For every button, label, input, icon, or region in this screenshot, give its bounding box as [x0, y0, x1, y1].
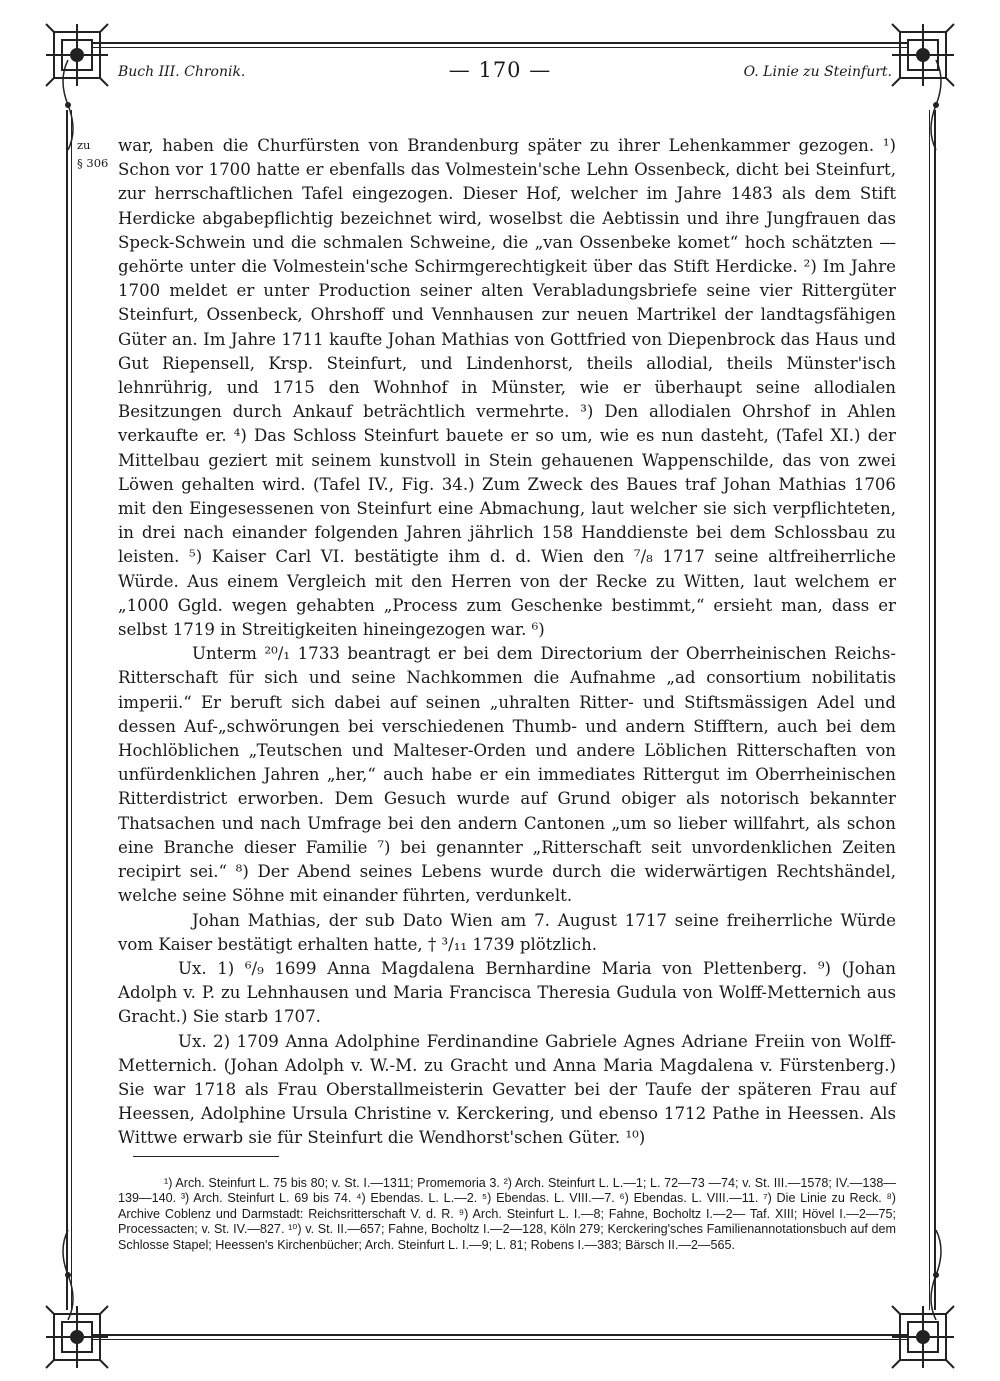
- frame-border-right-inner: [929, 110, 930, 1310]
- frame-border-top: [92, 42, 908, 44]
- frame-border-bottom: [92, 1334, 908, 1336]
- frame-border-bottom-inner: [92, 1339, 908, 1340]
- frame-border-left: [66, 110, 68, 1310]
- running-header-right: O. Linie zu Steinfurt.: [743, 64, 892, 80]
- frame-border-right: [934, 110, 936, 1310]
- footnotes: ¹) Arch. Steinfurt L. 75 bis 80; v. St. I.—1311; Promemoria 3. ²) Arch. Steinfurt L. L.—1; L. 72—73 —74; v. St. III.—1578; IV.—138—139—140. ³) Arch. Steinfurt L. 69 bis 74. ⁴) Ebendas. L. L.—2. ⁵) Ebendas. L. VIII.—7. ⁶) Ebendas. L. VIII.—11. ⁷) Die Linie zu Reck. ⁸) Archive Coblenz und Darmstadt: Reichsritterschaft V. d. R. ⁹) Arch. Steinfurt L. I.—8; Fahne, Bocholtz I.—2— Taf. XIII; Hövel I.—2—75; Processacten; v. St. IV.—827. ¹⁰) v. St. II.—657; Fahne, Bocholtz I.—2—128, Köln 279; Kerckering'sches Familienannotationsbuch auf dem Schlosse Stapel; Heessen's Kirchenbücher; Arch. Steinfurt L. I.—9; L. 81; Robens I.—383; Bärsch II.—2—565.: [118, 1176, 896, 1252]
- paragraph: Johan Mathias, der sub Dato Wien am 7. August 1717 seine freiherrliche Würde vom Kaiser bestätigt erhalten hatte, † ³/₁₁ 1739 plötzlich.: [118, 910, 896, 954]
- scroll-ornament-icon: [56, 1230, 80, 1320]
- paragraph: Unterm ²⁰/₁ 1733 beantragt er bei dem Directorium der Oberrheinischen Reichs-Ritterschaft für sich und seine Nachkommen die Aufnahme „ad consortium nobilitatis imperii.“ Er beruft sich dabei auf seinen „uhralten Ritter- und Stiftsmässigen Adel und dessen Auf-„schwörungen bei verschiedenen Thumb- und andern Stifftern, auch bei dem Hochlöblichen „Teutschen und Malteser-Orden und andere Löblichen Ritterschaften von unfürdenklichen Jahren „her,“ auch habe er ein immediates Rittergut im Oberrheinischen Ritterdistrict erworben. Dem Gesuch wurde auf Grund obiger als notorisch bekannter Thatsachen und nach Umfrage bei den andern Cantonen „um so lieber willfahrt, als schon eine Branche dieser Familie ⁷) bei genannter „Ritterschaft seit unvordenklichen Zeiten recipirt sei.“ ⁸) Der Abend seines Lebens wurde durch die widerwärtigen Rechtshändel, welche seine Söhne mit einander führten, verdunkelt.: [118, 644, 896, 906]
- margin-note-section-ref: § 306: [77, 156, 109, 170]
- page-number: — 170 —: [448, 58, 552, 82]
- running-header-left: Buch III. Chronik.: [118, 64, 246, 80]
- paragraph: war, haben die Churfürsten von Brandenburg später zu ihrer Lehenkammer gezogen. ¹) Schon vor 1700 hatte er ebenfalls das Volmestein'sche Lehn Ossenbeck, dicht bei Steinfurt, zur herrschaftlichen Tafel eingezogen. Dieser Hof, welcher im Jahre 1483 als dem Stift Herdicke abgabepflichtig bezeichnet wird, woselbst die Aebtissin und ihre Jungfrauen das Speck-Schwein und die schmalen Schweine, die „van Ossenbeke komet“ hoch schätzten — gehörte unter die Volmestein'sche Schirmgerechtigkeit über das Stift Herdicke. ²) Im Jahre 1700 meldet er unter Production seiner alten Verabladungsbriefe seine vier Rittergüter Steinfurt, Ossenbeck, Ohrshoff und Vennhausen zur neuen Martrikel der landtagsfähigen Güter an. Im Jahre 1711 kaufte Johan Mathias von Gottfried von Diepenbrock das Haus und Gut Riepensell, Krsp. Steinfurt, und Lindenhorst, theils allodial, theils Münster'isch lehnrührig, und 1715 den Wohnhof in Münster, wie er überhaupt seine allodialen Besitzungen durch Ankauf beträchtlich vermehrte. ³) Den allodialen Ohrshof in Ahlen verkaufte er. ⁴) Das Schloss Steinfurt bauete er so um, wie es nun dasteht, (Tafel XI.) der Mittelbau geziert mit seinem kunstvoll in Stein gehauenen Wappenschilde, das von zwei Löwen gehalten wird. (Tafel IV., Fig. 34.) Zum Zweck des Baues traf Johan Mathias 1706 mit den Eingesessenen von Steinfurt eine Abmachung, laut welcher sie sich verpflichteten, in drei nach einander folgenden Jahren jährlich 158 Handdienste bei dem Schlossbau zu leisten. ⁵) Kaiser Carl VI. bestätigte ihm d. d. Wien den ⁷/₈ 1717 seine altfreiherrliche Würde. Aus einem Vergleich mit den Herren von der Recke zu Witten, laut welchem er „1000 Ggld. wegen gehabten „Process zum Geschenke bestimmt,“ ersieht man, dass er selbst 1719 in Streitigkeiten hineingezogen war. ⁶): [118, 136, 896, 640]
- paragraph: Ux. 1) ⁶/₉ 1699 Anna Magdalena Bernhardine Maria von Plettenberg. ⁹) (Johan Adolph v. P. zu Lehnhausen und Maria Francisca Theresia Gudula von Wolff-Metternich aus Gracht.) Sie starb 1707.: [118, 958, 896, 1027]
- paragraph: Ux. 2) 1709 Anna Adolphine Ferdinandine Gabriele Agnes Adriane Freiin von Wolff-Metternich. (Johan Adolph v. W.-M. zu Gracht und Anna Maria Magdalena v. Fürstenberg.) Sie war 1718 als Frau Oberstallmeisterin Gevatter bei der Taufe der späteren Frau auf Heessen, Adolphine Ursula Christine v. Kerckering, und ebenso 1712 Pathe in Heessen. Als Wittwe erwarb sie für Steinfurt die Wendhorst'schen Güter. ¹⁰): [118, 1031, 896, 1148]
- body-text: [118, 134, 896, 1151]
- scroll-ornament-icon: [924, 1230, 948, 1320]
- margin-note-zu: zu: [77, 138, 91, 152]
- frame-border-top-inner: [92, 47, 908, 48]
- footnote-divider: [133, 1156, 279, 1157]
- frame-border-left-inner: [71, 110, 72, 1310]
